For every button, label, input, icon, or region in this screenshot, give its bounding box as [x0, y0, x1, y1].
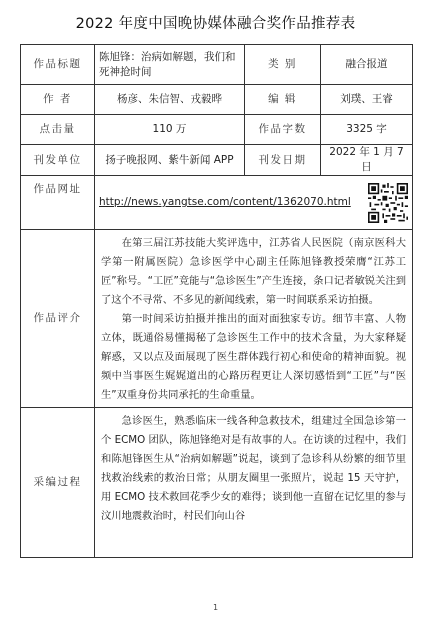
- editor-label: 编 辑: [245, 85, 321, 115]
- page-number: 1: [212, 603, 219, 612]
- date-label: 刊发日期: [245, 145, 321, 176]
- table-row: [21, 145, 413, 176]
- qr-code-icon: [368, 183, 408, 223]
- work-url-link[interactable]: http://news.yangtse.com/content/1362070.html: [99, 196, 351, 208]
- page-title: 2022 年度中国晚协媒体融合奖作品推荐表: [75, 16, 356, 32]
- review-paragraph-1: 在第三届江苏技能大奖评选中，江苏省人民医院（南京医科大学第一附属医院）急诊医学中心副主任陈旭锋教授荣膺“江苏工匠”称号。“工匠”竞能与“急诊医生”产生连接，条口记者敏锐关注到了这个不寻常、不多见的新闻线索，第一时间联系采访拍摄。: [101, 237, 406, 306]
- process-paragraph-1: 急诊医生，熟悉临床一线各种急救技术，组建过全国急诊第一个 ECMO 团队，陈旭锋绝对是有故事的人。在访谈的过程中，我们和陈旭锋医生从“治病如解题”说起，谈到了急诊科从纷繁的细节里找救治线索的救治日常；从朋友圈里一张照片，说起 15 天守护，用 ECMO 技术救回花季少女的难得；谈到他一直留在记忆里的参与汶川地震救治时，村民们向山谷: [101, 415, 406, 522]
- recommendation-table: [20, 44, 413, 558]
- table-row: [21, 85, 413, 115]
- clicks-label: 点击量: [21, 115, 95, 145]
- editors-value: 刘璞、王睿: [321, 85, 413, 115]
- publisher-value: 扬子晚报网、紫牛新闻 APP: [95, 145, 245, 176]
- wordcount-value: 3325 字: [321, 115, 413, 145]
- review-text: [95, 230, 413, 408]
- url-cell: [95, 176, 413, 230]
- category-label: 类 别: [245, 45, 321, 85]
- review-label: 作品评介: [21, 230, 95, 408]
- wordcount-label: 作品字数: [245, 115, 321, 145]
- url-label: 作品网址: [21, 176, 95, 230]
- work-title-value: 陈旭锋：治病如解题，我们和死神抢时间: [95, 45, 245, 85]
- table-row: [21, 408, 413, 558]
- authors-value: 杨彦、朱信智、戎毅晔: [95, 85, 245, 115]
- publisher-label: 刊发单位: [21, 145, 95, 176]
- review-paragraph-2: 第一时间采访拍摄并推出的面对面独家专访。细节丰富、人物立体，既通俗易懂揭秘了急诊医生工作中的技术含量，为大家释疑解惑，又以点及面展现了医生群体践行初心和使命的精神面貌。视频中当事医生娓娓道出的心路历程更让人深切感悟到“工匠”与“医生”双重身份共同承托的生命重量。: [101, 313, 406, 401]
- table-row: [21, 176, 413, 230]
- clicks-value: 110 万: [95, 115, 245, 145]
- process-text: [95, 408, 413, 558]
- work-title-label: 作品标题: [21, 45, 95, 85]
- table-row: [21, 230, 413, 408]
- category-value: 融合报道: [321, 45, 413, 85]
- author-label: 作 者: [21, 85, 95, 115]
- process-label: 采编过程: [21, 408, 95, 558]
- date-value: 2022 年 1 月 7 日: [321, 145, 413, 176]
- table-row: [21, 45, 413, 85]
- table-row: [21, 115, 413, 145]
